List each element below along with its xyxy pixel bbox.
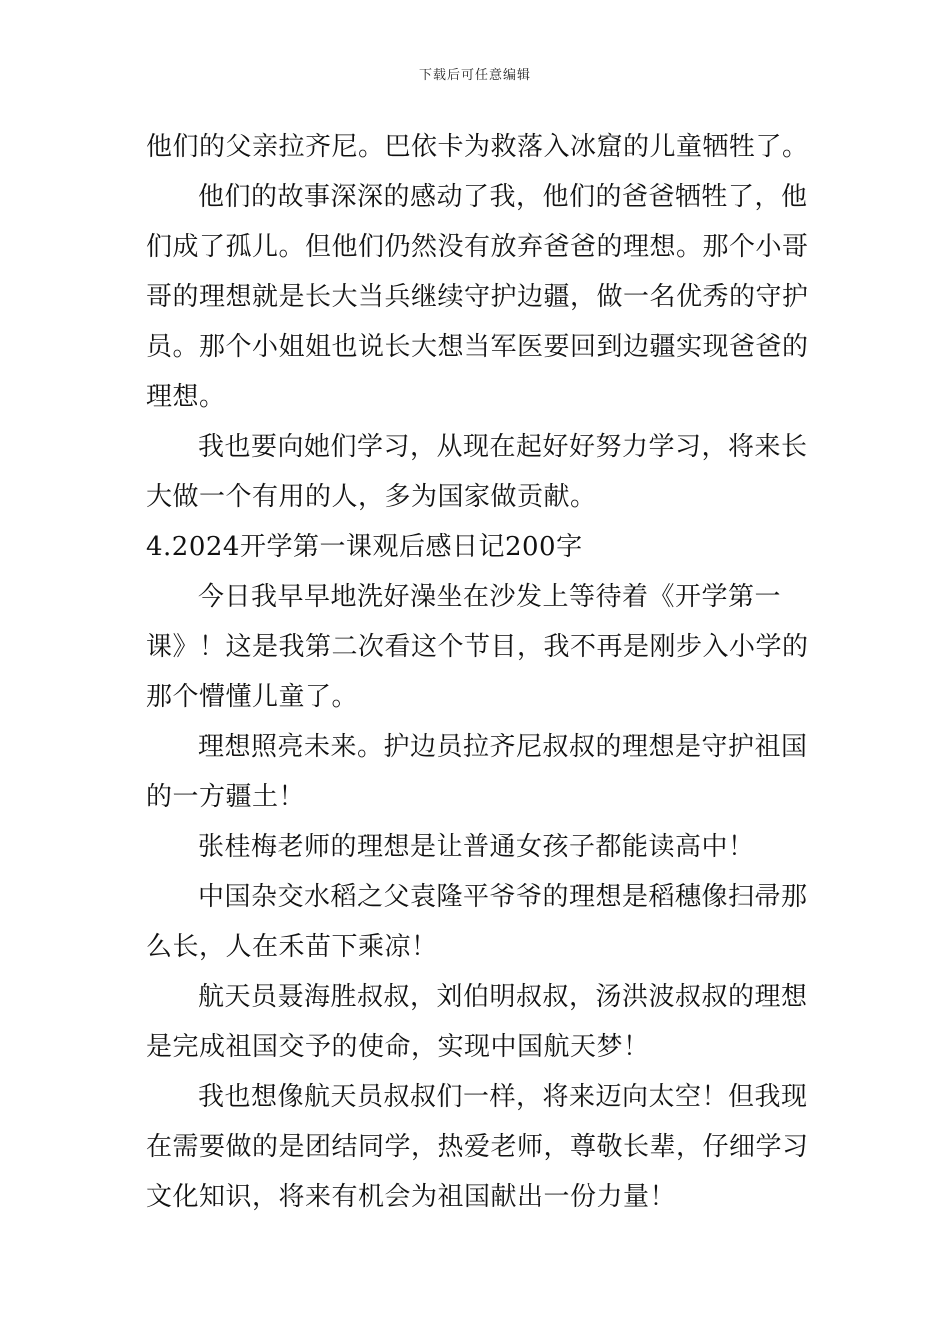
text-line: 的一方疆土！ xyxy=(146,782,306,812)
document-body xyxy=(146,122,810,1222)
text-line: 哥的理想就是长大当兵继续守护边疆，做一名优秀的守护 xyxy=(146,282,809,312)
text-line: 文化知识，将来有机会为祖国献出一份力量！ xyxy=(146,1182,677,1212)
text-line: 那个懵懂儿童了。 xyxy=(146,682,359,712)
text-line: 在需要做的是团结同学，热爱老师，尊敬长辈，仔细学习 xyxy=(146,1132,809,1162)
paragraph-start-line: 我也要向她们学习，从现在起好好努力学习，将来长 xyxy=(198,432,808,462)
text-line: 他们的父亲拉齐尼。巴依卡为救落入冰窟的儿童牺牲了。 xyxy=(146,132,809,162)
text-line: 员。那个小姐姐也说长大想当军医要回到边疆实现爸爸的 xyxy=(146,332,809,362)
paragraph-start-line: 今日我早早地洗好澡坐在沙发上等待着《开学第一 xyxy=(198,582,782,612)
text-line: 大做一个有用的人，多为国家做贡献。 xyxy=(146,482,597,512)
paragraph-start-line: 他们的故事深深的感动了我，他们的爸爸牺牲了，他 xyxy=(198,182,808,212)
paragraph-start-line: 我也想像航天员叔叔们一样，将来迈向太空！但我现 xyxy=(198,1082,808,1112)
paragraph-start-line: 理想照亮未来。护边员拉齐尼叔叔的理想是守护祖国 xyxy=(198,732,808,762)
text-line: 课》！这是我第二次看这个节目，我不再是刚步入小学的 xyxy=(146,632,809,662)
text-line: 理想。 xyxy=(146,382,226,412)
paragraph-start-line: 中国杂交水稻之父袁隆平爷爷的理想是稻穗像扫帚那 xyxy=(198,882,808,912)
text-line: 是完成祖国交予的使命，实现中国航天梦！ xyxy=(146,1032,650,1062)
page-header: 下载后可任意编辑 xyxy=(418,68,531,83)
text-line: 们成了孤儿。但他们仍然没有放弃爸爸的理想。那个小哥 xyxy=(146,232,809,262)
paragraph-start-line: 航天员聂海胜叔叔，刘伯明叔叔，汤洪波叔叔的理想 xyxy=(198,982,808,1012)
paragraph-start-line: 张桂梅老师的理想是让普通女孩子都能读高中！ xyxy=(198,832,755,862)
text-line: 么长，人在禾苗下乘凉！ xyxy=(146,932,438,962)
section-heading: 4.2024开学第一课观后感日记200字 xyxy=(146,532,583,562)
